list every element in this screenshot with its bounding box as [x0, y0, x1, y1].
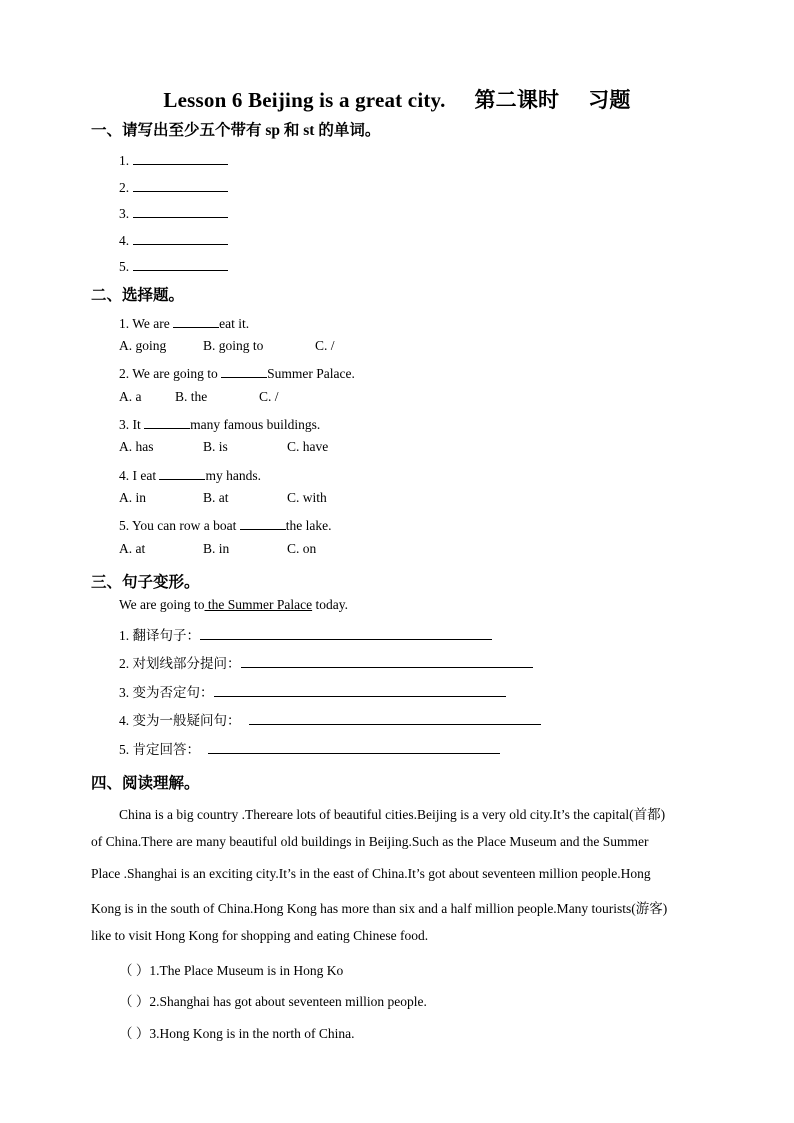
transform-sentence: We are going to the Summer Palace today. — [119, 597, 348, 612]
judgement-item-3[interactable]: （ ）3.Hong Kong is in the north of China. — [119, 1026, 355, 1041]
option-b[interactable]: B. in — [203, 541, 230, 556]
option-c[interactable]: C. / — [259, 389, 279, 404]
passage-line: China is a big country .Thereare lots of beautiful cities.Beijing is a very old city.It’s the capital(首都) — [119, 807, 666, 822]
answer-blank[interactable] — [144, 414, 190, 429]
option-c[interactable]: C. with — [287, 490, 327, 505]
answer-line[interactable] — [214, 682, 506, 697]
choice-question-3: 3. It many famous buildings. — [119, 414, 320, 433]
option-b[interactable]: B. at — [203, 490, 229, 505]
option-b[interactable]: B. the — [175, 389, 208, 404]
answer-blank[interactable] — [133, 177, 228, 192]
transform-item-5: 5. 肯定回答： — [119, 738, 500, 758]
option-a[interactable]: A. going — [119, 338, 167, 353]
title-english: Lesson 6 Beijing is a great city. — [163, 88, 446, 112]
section4-heading: 四、阅读理解。 — [91, 775, 200, 792]
underlined-phrase: the Summer Palace — [204, 597, 313, 612]
option-c[interactable]: C. / — [315, 338, 335, 353]
option-a[interactable]: A. at — [119, 541, 146, 556]
answer-line[interactable] — [241, 653, 533, 668]
section1-item-4: 4. — [119, 230, 228, 249]
answer-blank[interactable] — [159, 465, 205, 480]
answer-blank[interactable] — [133, 203, 228, 218]
choice-question-1: 1. We are eat it. — [119, 313, 249, 332]
passage-line: of China.There are many beautiful old buildings in Beijing.Such as the Place Museum and the Summer — [91, 834, 649, 849]
option-a[interactable]: A. a — [119, 389, 142, 404]
section1-item-5: 5. — [119, 256, 228, 275]
choice-question-4: 4. I eat my hands. — [119, 465, 261, 484]
answer-blank[interactable] — [133, 150, 228, 165]
transform-item-2: 2. 对划线部分提问： — [119, 652, 533, 672]
answer-line[interactable] — [208, 739, 500, 754]
section1-item-1: 1. — [119, 150, 228, 169]
answer-blank[interactable] — [240, 515, 286, 530]
passage-line: Place .Shanghai is an exciting city.It’s in the east of China.It’s got about seventeen million people.Hong — [91, 866, 651, 881]
option-c[interactable]: C. have — [287, 439, 329, 454]
section2-heading: 二、选择题。 — [91, 287, 185, 304]
choice-question-5: 5. You can row a boat the lake. — [119, 515, 331, 534]
option-b[interactable]: B. is — [203, 439, 228, 454]
answer-line[interactable] — [249, 710, 541, 725]
page-title — [0, 84, 794, 114]
answer-blank[interactable] — [133, 230, 228, 245]
section3-heading: 三、句子变形。 — [91, 574, 200, 591]
option-b[interactable]: B. going to — [203, 338, 264, 353]
option-c[interactable]: C. on — [287, 541, 317, 556]
section1-item-3: 3. — [119, 203, 228, 222]
answer-blank[interactable] — [221, 363, 267, 378]
answer-blank[interactable] — [173, 313, 219, 328]
judgement-item-2[interactable]: （ ）2.Shanghai has got about seventeen million people. — [119, 994, 427, 1009]
answer-blank[interactable] — [133, 256, 228, 271]
answer-line[interactable] — [200, 625, 492, 640]
option-a[interactable]: A. has — [119, 439, 154, 454]
section1-heading: 一、请写出至少五个带有 sp 和 st 的单词。 — [91, 122, 381, 139]
passage-line: Kong is in the south of China.Hong Kong has more than six and a half million people.Many tourists(游客) — [91, 901, 668, 916]
transform-item-4: 4. 变为一般疑问句： — [119, 709, 541, 729]
choice-question-2: 2. We are going to Summer Palace. — [119, 363, 355, 382]
title-chinese-exercise: 习题 — [588, 88, 631, 112]
transform-item-1: 1. 翻译句子： — [119, 624, 492, 644]
passage-line: like to visit Hong Kong for shopping and eating Chinese food. — [91, 928, 429, 943]
option-a[interactable]: A. in — [119, 490, 146, 505]
judgement-item-1[interactable]: （ ）1.The Place Museum is in Hong Ko — [119, 963, 344, 978]
title-chinese-lesson: 第二课时 — [474, 88, 560, 112]
transform-item-3: 3. 变为否定句： — [119, 681, 506, 701]
section1-item-2: 2. — [119, 177, 228, 196]
